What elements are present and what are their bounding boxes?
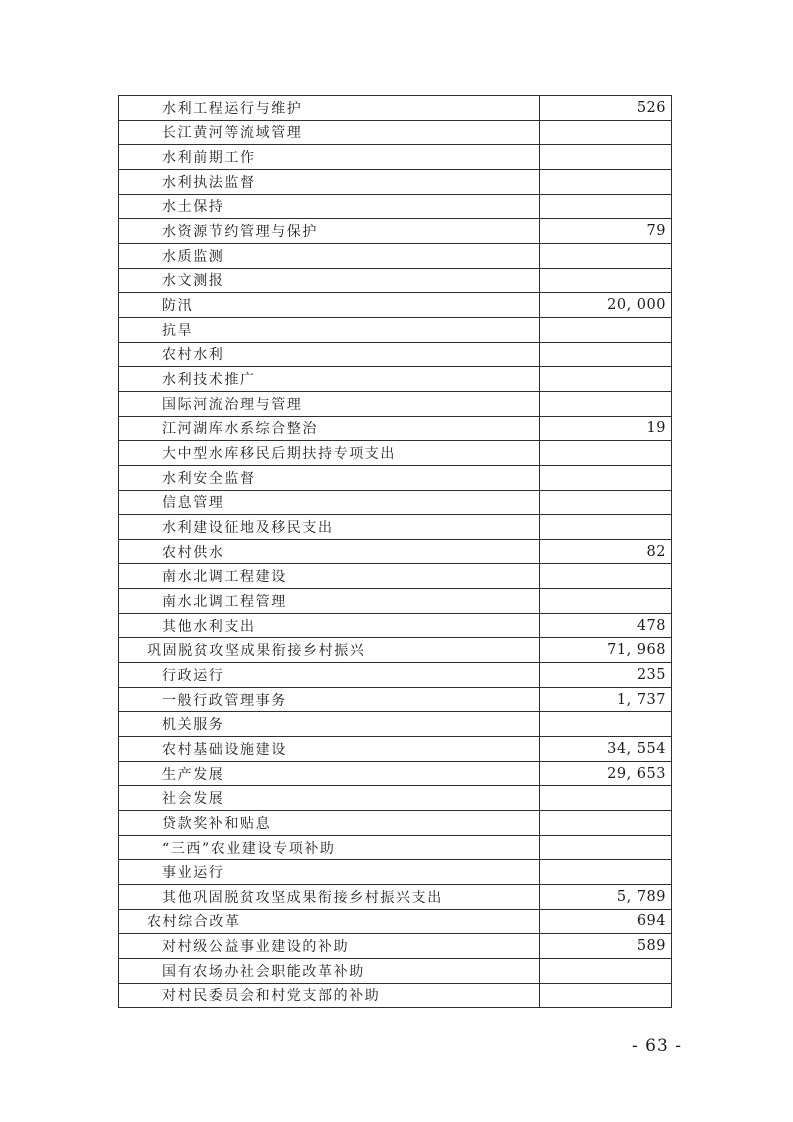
budget-item-amount: 79: [539, 219, 671, 243]
table-row: [119, 959, 671, 984]
table-row: [119, 367, 671, 392]
budget-item-label: 水资源节约管理与保护: [162, 224, 318, 241]
budget-item-label: 贷款奖补和贴息: [162, 815, 272, 832]
table-row: [119, 293, 671, 318]
budget-item-label: 水利前期工作: [162, 150, 256, 167]
budget-item-label: 其他巩固脱贫攻坚成果衔接乡村振兴支出: [162, 889, 443, 906]
table-row: [119, 441, 671, 466]
budget-item-label: 南水北调工程管理: [162, 593, 287, 610]
budget-item-amount: [539, 589, 671, 613]
budget-item-label: 行政运行: [162, 667, 225, 684]
budget-item-label: 对村民委员会和村党支部的补助: [162, 988, 381, 1005]
table-row: [119, 885, 671, 910]
budget-item-amount: [539, 712, 671, 736]
budget-item-label: 农村综合改革: [147, 914, 241, 931]
budget-item-label: 江河湖库水系综合整治: [162, 421, 318, 438]
table-row: [119, 195, 671, 220]
table-row: [119, 170, 671, 195]
budget-item-amount: [539, 786, 671, 810]
table-row: [119, 343, 671, 368]
budget-item-amount: 20, 000: [539, 293, 671, 317]
budget-item-amount: 5, 789: [539, 885, 671, 909]
budget-item-label: 事业运行: [162, 865, 225, 882]
table-row: [119, 540, 671, 565]
budget-item-label: 水利建设征地及移民支出: [162, 519, 334, 536]
budget-item-amount: 526: [539, 96, 671, 120]
budget-item-amount: [539, 392, 671, 416]
budget-item-label: 水质监测: [162, 248, 225, 265]
budget-item-label: 国际河流治理与管理: [162, 396, 303, 413]
table-row: [119, 762, 671, 787]
budget-item-amount: 235: [539, 663, 671, 687]
table-row: [119, 121, 671, 146]
budget-item-amount: [539, 564, 671, 588]
budget-item-label: 生产发展: [162, 766, 225, 783]
table-row: [119, 737, 671, 762]
budget-item-label: 水土保持: [162, 199, 225, 216]
table-row: [119, 318, 671, 343]
table-row: [119, 786, 671, 811]
budget-item-amount: [539, 811, 671, 835]
budget-item-amount: 29, 653: [539, 762, 671, 786]
budget-item-label: “三西”农业建设专项补助: [162, 840, 336, 857]
table-row: [119, 491, 671, 516]
table-row: [119, 466, 671, 491]
budget-item-label: 对村级公益事业建设的补助: [162, 939, 350, 956]
budget-item-amount: [539, 170, 671, 194]
page-number: - 63 -: [632, 1036, 682, 1056]
table-row: [119, 934, 671, 959]
table-row: [119, 244, 671, 269]
budget-item-label: 长江黄河等流域管理: [162, 125, 303, 142]
budget-item-amount: [539, 244, 671, 268]
budget-item-amount: [539, 984, 671, 1008]
budget-item-amount: [539, 441, 671, 465]
budget-item-amount: [539, 121, 671, 145]
budget-item-label: 其他水利支出: [162, 618, 256, 635]
table-row: [119, 614, 671, 639]
budget-item-amount: [539, 367, 671, 391]
budget-item-label: 大中型水库移民后期扶持专项支出: [162, 446, 396, 463]
table-row: [119, 392, 671, 417]
table-row: [119, 269, 671, 294]
budget-item-amount: 34, 554: [539, 737, 671, 761]
budget-item-amount: [539, 515, 671, 539]
budget-item-label: 农村基础设施建设: [162, 741, 287, 758]
table-row: [119, 860, 671, 885]
budget-item-amount: 71, 968: [539, 638, 671, 662]
table-row: [119, 638, 671, 663]
table-row: [119, 811, 671, 836]
budget-item-amount: [539, 318, 671, 342]
table-row: [119, 219, 671, 244]
budget-item-label: 水利安全监督: [162, 470, 256, 487]
budget-item-amount: [539, 836, 671, 860]
budget-item-amount: [539, 343, 671, 367]
budget-item-label: 一般行政管理事务: [162, 692, 287, 709]
table-row: [119, 910, 671, 935]
budget-item-label: 防汛: [162, 298, 194, 315]
budget-item-label: 农村供水: [162, 544, 225, 561]
budget-item-amount: 82: [539, 540, 671, 564]
budget-table: [118, 95, 672, 1008]
table-row: [119, 564, 671, 589]
table-row: [119, 417, 671, 442]
budget-item-label: 水利技术推广: [162, 372, 256, 389]
budget-item-amount: 694: [539, 910, 671, 934]
budget-item-amount: 1, 737: [539, 688, 671, 712]
budget-item-amount: [539, 491, 671, 515]
table-row: [119, 145, 671, 170]
budget-item-amount: [539, 466, 671, 490]
budget-item-label: 抗旱: [162, 322, 194, 339]
budget-item-label: 水利执法监督: [162, 174, 256, 191]
budget-item-amount: [539, 959, 671, 983]
budget-item-label: 水利工程运行与维护: [162, 100, 303, 117]
table-row: [119, 984, 671, 1008]
budget-item-amount: [539, 860, 671, 884]
table-row: [119, 515, 671, 540]
table-row: [119, 712, 671, 737]
budget-item-amount: [539, 145, 671, 169]
budget-item-label: 农村水利: [162, 347, 225, 364]
budget-item-label: 巩固脱贫攻坚成果衔接乡村振兴: [147, 643, 366, 660]
table-row: [119, 688, 671, 713]
budget-item-label: 社会发展: [162, 791, 225, 808]
budget-item-label: 南水北调工程建设: [162, 569, 287, 586]
budget-item-label: 国有农场办社会职能改革补助: [162, 963, 365, 980]
budget-item-amount: [539, 269, 671, 293]
table-row: [119, 836, 671, 861]
table-row: [119, 589, 671, 614]
budget-item-label: 水文测报: [162, 273, 225, 290]
budget-item-amount: 478: [539, 614, 671, 638]
budget-item-amount: 589: [539, 934, 671, 958]
table-row: [119, 663, 671, 688]
budget-item-label: 机关服务: [162, 717, 225, 734]
budget-item-amount: [539, 195, 671, 219]
budget-item-label: 信息管理: [162, 495, 225, 512]
budget-item-amount: 19: [539, 417, 671, 441]
table-row: [119, 96, 671, 121]
